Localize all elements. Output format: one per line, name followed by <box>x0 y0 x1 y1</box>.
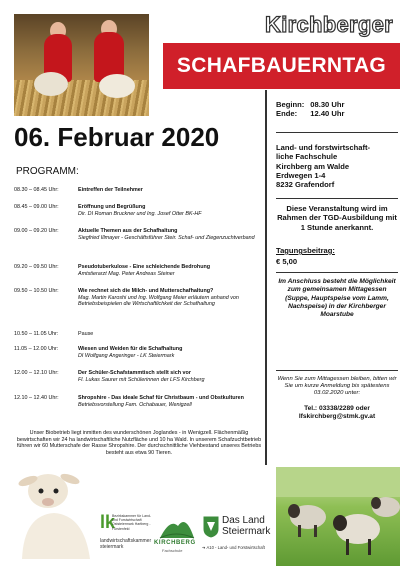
land-steiermark-logo <box>202 515 272 555</box>
address-line: Land- und forstwirtschaft- <box>276 143 371 152</box>
program-time: 08.30 – 08.45 Uhr: <box>14 187 59 193</box>
program-time: 09.00 – 09.20 Uhr: <box>14 228 59 234</box>
contact-phone: Tel.: 03338/2289 oder <box>304 405 370 412</box>
fee-value: € 5,00 <box>276 257 298 266</box>
program-detail: Siegfried Illmayer - Geschäftsführer Steir. Schaf- und Ziegenzuchtverband <box>78 234 255 241</box>
lk-mark: lk <box>100 512 116 532</box>
program-title: Eröffnung und Begrüßung <box>78 204 146 210</box>
program-heading: PROGRAMM: <box>16 166 79 177</box>
event-banner: SCHAFBAUERNTAG <box>163 43 400 89</box>
school-address <box>276 143 370 189</box>
land-line-3: ➔ A10 - Land- und Forstwirtschaft <box>202 545 265 550</box>
header-photo <box>14 14 149 116</box>
program-title: Eintreffen der Teilnehmer <box>78 187 143 193</box>
separator <box>276 370 398 371</box>
program-detail: Dir. DI Roman Bruckner und Ing. Josef Otter BK-HF <box>78 210 202 217</box>
program-time: 11.05 – 12.00 Uhr: <box>14 346 59 352</box>
program-detail: Mag. Martin Karoshi und Ing. Wolfgang Meier erläutern anhand von Betriebsbeispielen die Wirtschaftlichkeit der Schafhaltung <box>78 294 239 308</box>
lunch-note: Im Anschluss besteht die Möglichkeit zum gemeinsamen Mittagessen (Suppe, Hauptspeise vom Lamm, Nachspeise) in der Kirchberger Moarstube <box>278 278 396 319</box>
land-line-2: Steiermark <box>222 526 271 537</box>
program-detail: Amtstierarzt Mag. Peter Andreas Steiner <box>78 270 175 277</box>
program-detail: Fl. Lukas Saurer mit Schülerinnen der LFS Kirchberg <box>78 376 205 383</box>
lamb-image <box>14 455 94 559</box>
separator <box>276 272 398 273</box>
sheep-photo <box>276 467 400 566</box>
column-divider <box>265 90 267 465</box>
program-title: Pause <box>78 331 94 337</box>
begin-label: Beginn: <box>276 100 305 109</box>
kirchberg-logo <box>154 512 196 554</box>
address-line: Erdwegen 1-4 <box>276 170 326 180</box>
separator <box>276 132 398 133</box>
contact-info <box>276 405 398 422</box>
program-time: 09.20 – 09.50 Uhr: <box>14 264 59 270</box>
place-title: Kirchberger <box>265 12 394 37</box>
kirchberg-sub: Fachschule <box>162 548 183 553</box>
program-time: 10.50 – 11.05 Uhr: <box>14 331 59 337</box>
lk-name: landwirtschaftskammer steiermark <box>100 538 152 550</box>
program-time: 08.45 – 09.00 Uhr: <box>14 204 59 210</box>
event-date: 06. Februar 2020 <box>14 122 220 152</box>
lk-subtitle: Bezirkskammer für Land- und Forstwirtschaft Oststeiermark Hartberg - Fürstenfeld <box>112 514 152 531</box>
kirchberg-name: KIRCHBERG <box>154 540 196 546</box>
begin-time: 08.30 Uhr <box>310 100 345 109</box>
end-label: Ende: <box>276 109 298 119</box>
program-title: Shropshire - Das ideale Schaf für Christbaum - und Obstkulturen <box>78 395 244 401</box>
program-detail: DI Wolfgang Angeringer - LK Steiermark <box>78 352 175 359</box>
lk-logo <box>100 512 154 558</box>
end-time: 12.40 Uhr <box>310 109 345 119</box>
program-detail: Betriebsvorstellung Fam. Ochabauer, Wenigzell <box>78 401 192 408</box>
time-table <box>276 100 350 119</box>
program-title: Wiesen und Weiden für die Schafhaltung <box>78 346 183 352</box>
address-line: Kirchberg am Walde <box>276 161 350 171</box>
program-title: Der Schüler-Schafstammtisch stellt sich vor <box>78 370 191 376</box>
farm-intro-text: Unser Biobetrieb liegt inmitten des wunderschönen Joglandes - in Wenigzell. Flächenmäßig bewirtschaften wir 24 ha landwirtschaftliche Nutzfläche und 10 ha Wald. In unserem Schafzuchtbetrieb führen wir 60 Mutterschafe der Rasse Shropshire. Der durchschnittliche Viehbestand unseres Betriebs besteht aus etwa 90 Tieren. <box>16 430 262 456</box>
contact-email[interactable]: lfskirchberg@stmk.gv.at <box>298 413 376 421</box>
land-line-1: Das Land <box>222 515 265 526</box>
registration-note: Wenn Sie zum Mittagessen bleiben, bitten wir Sie um kurze Anmeldung bis spätestens 03.02.2020 unter: <box>277 376 397 396</box>
fee-label: Tagungsbeitrag: <box>276 246 335 255</box>
program-title: Aktuelle Themen aus der Schafhaltung <box>78 228 178 234</box>
program-time: 12.10 – 12.40 Uhr: <box>14 395 59 401</box>
address-line: liche Fachschule <box>276 152 338 162</box>
program-time: 09.50 – 10.50 Uhr: <box>14 288 59 294</box>
program-title: Wie rechnet sich die Milch- und Mutterschafhaltung? <box>78 288 214 294</box>
program-time: 12.00 – 12.10 Uhr: <box>14 370 59 376</box>
separator <box>276 198 398 199</box>
address-line: 8232 Grafendorf <box>276 180 335 190</box>
tgd-note: Diese Veranstaltung wird im Rahmen der TGD-Ausbildung mit 1 Stunde anerkannt. <box>277 204 397 232</box>
program-title: Pseudotuberkulose - Eine schleichende Bedrohung <box>78 264 211 270</box>
